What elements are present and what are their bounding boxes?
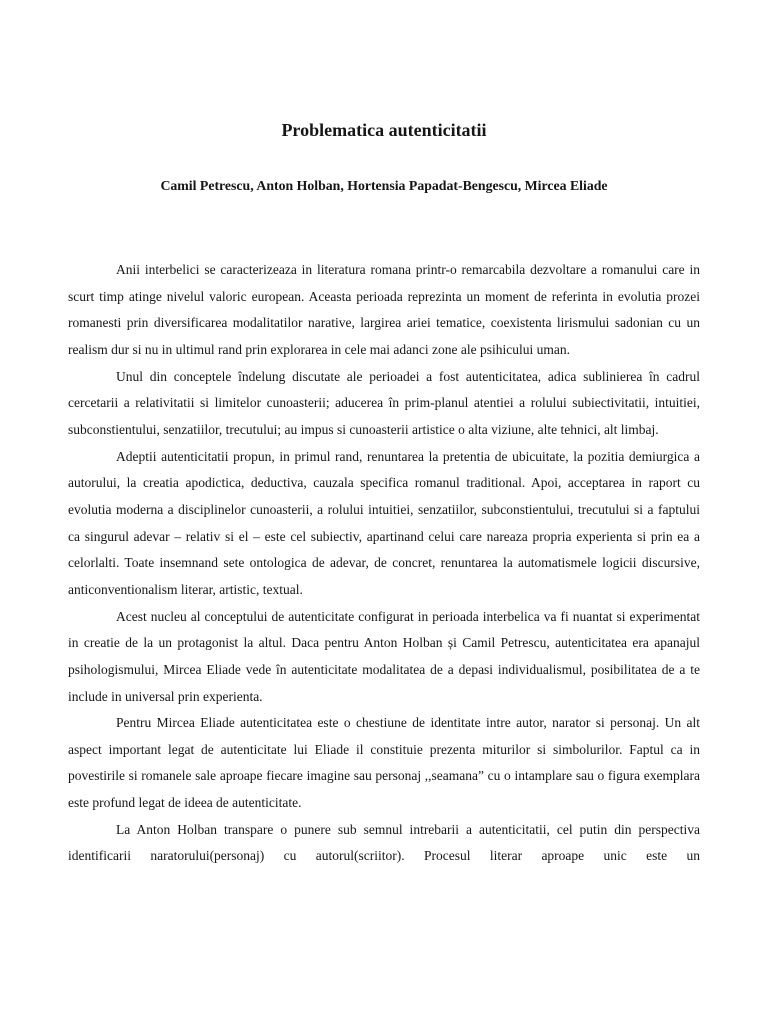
paragraph: Acest nucleu al conceptului de autenticitate configurat in perioada interbelica va fi nuantat si experimentat in creatie de la un protagonist la altul. Daca pentru Anton Holban și Camil Petrescu, autenticitatea era apanajul psihologismului, Mircea Eliade vede în autenticitate modalitatea de a depasi individualismul, posibilitatea de a te include in universal prin experienta.	[68, 608, 700, 704]
document-title: Problematica autenticitatii	[281, 120, 487, 140]
document-body	[68, 257, 700, 870]
paragraph: Pentru Mircea Eliade autenticitatea este o chestiune de identitate intre autor, narator si personaj. Un alt aspect important legat de autenticitate lui Eliade il constituie prezenta miturilor si simbolurilor. Faptul ca in povestirile si romanele sale aproape fiecare imagine sau personaj ,,seamana” cu o intamplare sau o figura exemplara este profund legat de ideea de autenticitate.	[68, 715, 700, 811]
paragraph: La Anton Holban transpare o punere sub semnul intrebarii a autenticitatii, cel putin din perspectiva identificarii naratorului(personaj) cu autorul(scriitor). Procesul literar aproape unic este un	[68, 821, 700, 864]
document-authors: Camil Petrescu, Anton Holban, Hortensia Papadat-Bengescu, Mircea Eliade	[160, 178, 608, 193]
paragraph: Adeptii autenticitatii propun, in primul rand, renuntarea la pretentia de ubicuitate, la pozitia demiurgica a autorului, la creatia apodictica, deductiva, cauzala specifica romanul traditional. Apoi, acceptarea in raport cu evolutia moderna a disciplinelor cunoasterii, a rolului intuitiei, senzatiilor, subconstientului, trecutului si a faptului ca singurul adevar – relativ si el – este cel subiectiv, apartinand celui care nareaza propria experienta si prin ea a celorlalti. Toate insemnand sete ontologica de adevar, de concret, renuntarea la automatismele logicii discursive, anticonventionalism literar, artistic, textual.	[68, 448, 700, 597]
paragraph: Anii interbelici se caracterizeaza in literatura romana printr-o remarcabila dezvoltare a romanului care in scurt timp atinge nivelul valoric european. Aceasta perioada reprezinta un moment de referinta in evolutia prozei romanesti prin diversificarea modalitatilor narative, largirea ariei tematice, coexistenta lirismului sadonian cu un realism dur si nu in ultimul rand prin explorarea in cele mai adanci zone ale psihicului uman.	[68, 262, 700, 357]
paragraph: Unul din conceptele îndelung discutate ale perioadei a fost autenticitatea, adica sublinierea în cadrul cercetarii a relativitatii si limitelor cunoasterii; aducerea în prim-planul atentiei a rolului subiectivitatii, intuitiei, subconstientului, senzatiilor, trecutului; au impus si cunoasterii artistice o alta viziune, alte tehnici, alt limbaj.	[68, 368, 700, 437]
